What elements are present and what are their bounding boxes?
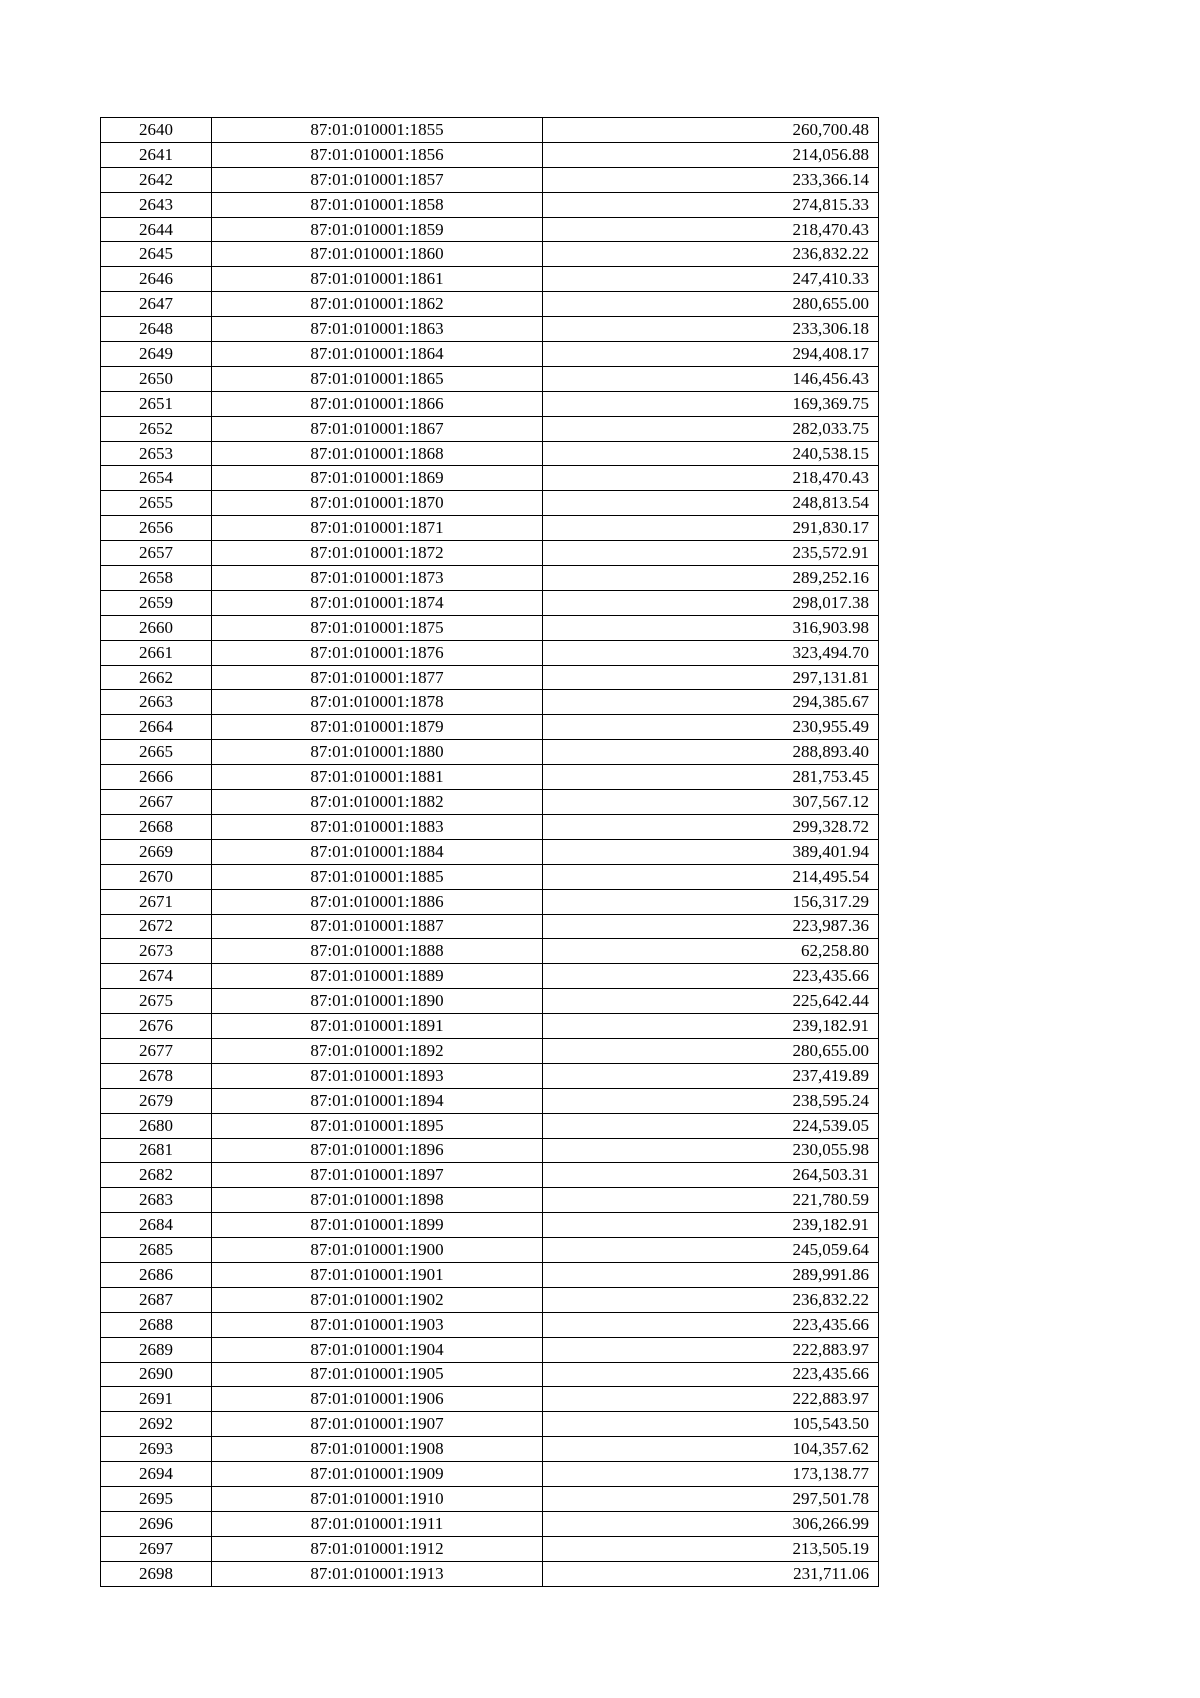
- table-row: [101, 839, 879, 864]
- row-number-cell: 2692: [101, 1412, 212, 1437]
- cadastral-number-cell: 87:01:010001:1900: [212, 1238, 543, 1263]
- value-cell: 214,056.88: [543, 142, 879, 167]
- value-cell: 248,813.54: [543, 491, 879, 516]
- cadastral-number-cell: 87:01:010001:1856: [212, 142, 543, 167]
- table-row: [101, 1337, 879, 1362]
- value-cell: 62,258.80: [543, 939, 879, 964]
- data-table: [100, 117, 879, 1587]
- table-row: [101, 441, 879, 466]
- value-cell: 294,385.67: [543, 690, 879, 715]
- row-number-cell: 2674: [101, 964, 212, 989]
- table-row: [101, 790, 879, 815]
- table-row: [101, 118, 879, 143]
- table-row: [101, 192, 879, 217]
- cadastral-number-cell: 87:01:010001:1871: [212, 516, 543, 541]
- cadastral-number-cell: 87:01:010001:1863: [212, 317, 543, 342]
- row-number-cell: 2681: [101, 1138, 212, 1163]
- value-cell: 239,182.91: [543, 1014, 879, 1039]
- value-cell: 294,408.17: [543, 342, 879, 367]
- row-number-cell: 2684: [101, 1213, 212, 1238]
- cadastral-number-cell: 87:01:010001:1892: [212, 1038, 543, 1063]
- value-cell: 230,055.98: [543, 1138, 879, 1163]
- table-row: [101, 914, 879, 939]
- row-number-cell: 2677: [101, 1038, 212, 1063]
- cadastral-number-cell: 87:01:010001:1899: [212, 1213, 543, 1238]
- table-row: [101, 1238, 879, 1263]
- row-number-cell: 2671: [101, 889, 212, 914]
- value-cell: 389,401.94: [543, 839, 879, 864]
- cadastral-number-cell: 87:01:010001:1907: [212, 1412, 543, 1437]
- table-row: [101, 864, 879, 889]
- value-cell: 218,470.43: [543, 466, 879, 491]
- cadastral-number-cell: 87:01:010001:1881: [212, 765, 543, 790]
- row-number-cell: 2655: [101, 491, 212, 516]
- table-row: [101, 640, 879, 665]
- row-number-cell: 2649: [101, 342, 212, 367]
- row-number-cell: 2641: [101, 142, 212, 167]
- cadastral-number-cell: 87:01:010001:1910: [212, 1486, 543, 1511]
- cadastral-number-cell: 87:01:010001:1913: [212, 1561, 543, 1586]
- row-number-cell: 2653: [101, 441, 212, 466]
- cadastral-number-cell: 87:01:010001:1893: [212, 1063, 543, 1088]
- cadastral-number-cell: 87:01:010001:1865: [212, 366, 543, 391]
- table-row: [101, 1063, 879, 1088]
- table-row: [101, 1412, 879, 1437]
- table-row: [101, 1188, 879, 1213]
- cadastral-number-cell: 87:01:010001:1880: [212, 740, 543, 765]
- row-number-cell: 2644: [101, 217, 212, 242]
- value-cell: 237,419.89: [543, 1063, 879, 1088]
- cadastral-number-cell: 87:01:010001:1858: [212, 192, 543, 217]
- row-number-cell: 2651: [101, 391, 212, 416]
- table-row: [101, 267, 879, 292]
- cadastral-number-cell: 87:01:010001:1878: [212, 690, 543, 715]
- value-cell: 233,306.18: [543, 317, 879, 342]
- cadastral-number-cell: 87:01:010001:1906: [212, 1387, 543, 1412]
- row-number-cell: 2659: [101, 590, 212, 615]
- table-row: [101, 1163, 879, 1188]
- row-number-cell: 2678: [101, 1063, 212, 1088]
- cadastral-number-cell: 87:01:010001:1912: [212, 1536, 543, 1561]
- cadastral-number-cell: 87:01:010001:1888: [212, 939, 543, 964]
- value-cell: 223,435.66: [543, 964, 879, 989]
- cadastral-number-cell: 87:01:010001:1864: [212, 342, 543, 367]
- row-number-cell: 2667: [101, 790, 212, 815]
- value-cell: 260,700.48: [543, 118, 879, 143]
- value-cell: 264,503.31: [543, 1163, 879, 1188]
- value-cell: 218,470.43: [543, 217, 879, 242]
- table-row: [101, 740, 879, 765]
- cadastral-number-cell: 87:01:010001:1894: [212, 1088, 543, 1113]
- row-number-cell: 2682: [101, 1163, 212, 1188]
- row-number-cell: 2697: [101, 1536, 212, 1561]
- table-row: [101, 416, 879, 441]
- table-row: [101, 1213, 879, 1238]
- row-number-cell: 2658: [101, 566, 212, 591]
- value-cell: 291,830.17: [543, 516, 879, 541]
- cadastral-number-cell: 87:01:010001:1867: [212, 416, 543, 441]
- table-row: [101, 366, 879, 391]
- cadastral-number-cell: 87:01:010001:1902: [212, 1287, 543, 1312]
- value-cell: 230,955.49: [543, 715, 879, 740]
- table-row: [101, 1312, 879, 1337]
- row-number-cell: 2660: [101, 615, 212, 640]
- value-cell: 306,266.99: [543, 1511, 879, 1536]
- row-number-cell: 2654: [101, 466, 212, 491]
- row-number-cell: 2647: [101, 292, 212, 317]
- table-row: [101, 566, 879, 591]
- row-number-cell: 2683: [101, 1188, 212, 1213]
- value-cell: 222,883.97: [543, 1337, 879, 1362]
- row-number-cell: 2698: [101, 1561, 212, 1586]
- value-cell: 297,501.78: [543, 1486, 879, 1511]
- cadastral-number-cell: 87:01:010001:1866: [212, 391, 543, 416]
- table-row: [101, 1287, 879, 1312]
- table-row: [101, 242, 879, 267]
- cadastral-number-cell: 87:01:010001:1859: [212, 217, 543, 242]
- row-number-cell: 2668: [101, 814, 212, 839]
- value-cell: 224,539.05: [543, 1113, 879, 1138]
- value-cell: 289,252.16: [543, 566, 879, 591]
- table-body: [101, 118, 879, 1587]
- table-row: [101, 1387, 879, 1412]
- row-number-cell: 2666: [101, 765, 212, 790]
- value-cell: 307,567.12: [543, 790, 879, 815]
- value-cell: 214,495.54: [543, 864, 879, 889]
- row-number-cell: 2696: [101, 1511, 212, 1536]
- row-number-cell: 2685: [101, 1238, 212, 1263]
- value-cell: 323,494.70: [543, 640, 879, 665]
- cadastral-number-cell: 87:01:010001:1886: [212, 889, 543, 914]
- cadastral-number-cell: 87:01:010001:1862: [212, 292, 543, 317]
- value-cell: 281,753.45: [543, 765, 879, 790]
- table-row: [101, 1014, 879, 1039]
- row-number-cell: 2686: [101, 1262, 212, 1287]
- row-number-cell: 2670: [101, 864, 212, 889]
- value-cell: 225,642.44: [543, 989, 879, 1014]
- cadastral-number-cell: 87:01:010001:1876: [212, 640, 543, 665]
- table-row: [101, 615, 879, 640]
- cadastral-number-cell: 87:01:010001:1879: [212, 715, 543, 740]
- row-number-cell: 2648: [101, 317, 212, 342]
- table-row: [101, 1038, 879, 1063]
- value-cell: 169,369.75: [543, 391, 879, 416]
- table-row: [101, 1138, 879, 1163]
- table-row: [101, 1486, 879, 1511]
- row-number-cell: 2689: [101, 1337, 212, 1362]
- value-cell: 231,711.06: [543, 1561, 879, 1586]
- table-row: [101, 939, 879, 964]
- row-number-cell: 2687: [101, 1287, 212, 1312]
- value-cell: 236,832.22: [543, 242, 879, 267]
- cadastral-number-cell: 87:01:010001:1896: [212, 1138, 543, 1163]
- row-number-cell: 2664: [101, 715, 212, 740]
- table-row: [101, 765, 879, 790]
- table-row: [101, 665, 879, 690]
- cadastral-number-cell: 87:01:010001:1857: [212, 167, 543, 192]
- cadastral-number-cell: 87:01:010001:1889: [212, 964, 543, 989]
- row-number-cell: 2676: [101, 1014, 212, 1039]
- table-row: [101, 1437, 879, 1462]
- row-number-cell: 2652: [101, 416, 212, 441]
- table-row: [101, 516, 879, 541]
- cadastral-number-cell: 87:01:010001:1875: [212, 615, 543, 640]
- value-cell: 105,543.50: [543, 1412, 879, 1437]
- cadastral-number-cell: 87:01:010001:1908: [212, 1437, 543, 1462]
- value-cell: 299,328.72: [543, 814, 879, 839]
- row-number-cell: 2662: [101, 665, 212, 690]
- cadastral-number-cell: 87:01:010001:1861: [212, 267, 543, 292]
- table-row: [101, 814, 879, 839]
- value-cell: 173,138.77: [543, 1462, 879, 1487]
- row-number-cell: 2642: [101, 167, 212, 192]
- table-row: [101, 1462, 879, 1487]
- row-number-cell: 2680: [101, 1113, 212, 1138]
- table-row: [101, 317, 879, 342]
- cadastral-number-cell: 87:01:010001:1869: [212, 466, 543, 491]
- table-row: [101, 1262, 879, 1287]
- cadastral-number-cell: 87:01:010001:1901: [212, 1262, 543, 1287]
- table-row: [101, 1362, 879, 1387]
- value-cell: 245,059.64: [543, 1238, 879, 1263]
- cadastral-number-cell: 87:01:010001:1885: [212, 864, 543, 889]
- row-number-cell: 2663: [101, 690, 212, 715]
- value-cell: 289,991.86: [543, 1262, 879, 1287]
- table-row: [101, 466, 879, 491]
- table-row: [101, 217, 879, 242]
- value-cell: 146,456.43: [543, 366, 879, 391]
- row-number-cell: 2665: [101, 740, 212, 765]
- value-cell: 298,017.38: [543, 590, 879, 615]
- value-cell: 223,435.66: [543, 1362, 879, 1387]
- table-row: [101, 889, 879, 914]
- row-number-cell: 2673: [101, 939, 212, 964]
- cadastral-number-cell: 87:01:010001:1887: [212, 914, 543, 939]
- row-number-cell: 2688: [101, 1312, 212, 1337]
- row-number-cell: 2650: [101, 366, 212, 391]
- row-number-cell: 2669: [101, 839, 212, 864]
- row-number-cell: 2646: [101, 267, 212, 292]
- table-row: [101, 590, 879, 615]
- table-row: [101, 342, 879, 367]
- table-row: [101, 391, 879, 416]
- table-row: [101, 491, 879, 516]
- value-cell: 288,893.40: [543, 740, 879, 765]
- table-row: [101, 1536, 879, 1561]
- cadastral-number-cell: 87:01:010001:1855: [212, 118, 543, 143]
- cadastral-number-cell: 87:01:010001:1903: [212, 1312, 543, 1337]
- value-cell: 156,317.29: [543, 889, 879, 914]
- table-row: [101, 690, 879, 715]
- table-row: [101, 541, 879, 566]
- cadastral-number-cell: 87:01:010001:1870: [212, 491, 543, 516]
- value-cell: 247,410.33: [543, 267, 879, 292]
- table-row: [101, 964, 879, 989]
- row-number-cell: 2657: [101, 541, 212, 566]
- cadastral-number-cell: 87:01:010001:1884: [212, 839, 543, 864]
- value-cell: 223,435.66: [543, 1312, 879, 1337]
- row-number-cell: 2679: [101, 1088, 212, 1113]
- cadastral-number-cell: 87:01:010001:1904: [212, 1337, 543, 1362]
- row-number-cell: 2640: [101, 118, 212, 143]
- value-cell: 222,883.97: [543, 1387, 879, 1412]
- cadastral-number-cell: 87:01:010001:1890: [212, 989, 543, 1014]
- row-number-cell: 2691: [101, 1387, 212, 1412]
- row-number-cell: 2690: [101, 1362, 212, 1387]
- cadastral-number-cell: 87:01:010001:1898: [212, 1188, 543, 1213]
- row-number-cell: 2643: [101, 192, 212, 217]
- row-number-cell: 2661: [101, 640, 212, 665]
- value-cell: 238,595.24: [543, 1088, 879, 1113]
- value-cell: 239,182.91: [543, 1213, 879, 1238]
- row-number-cell: 2675: [101, 989, 212, 1014]
- table-row: [101, 167, 879, 192]
- cadastral-number-cell: 87:01:010001:1873: [212, 566, 543, 591]
- cadastral-number-cell: 87:01:010001:1877: [212, 665, 543, 690]
- row-number-cell: 2694: [101, 1462, 212, 1487]
- value-cell: 316,903.98: [543, 615, 879, 640]
- row-number-cell: 2656: [101, 516, 212, 541]
- cadastral-number-cell: 87:01:010001:1882: [212, 790, 543, 815]
- cadastral-number-cell: 87:01:010001:1905: [212, 1362, 543, 1387]
- value-cell: 236,832.22: [543, 1287, 879, 1312]
- cadastral-number-cell: 87:01:010001:1872: [212, 541, 543, 566]
- value-cell: 235,572.91: [543, 541, 879, 566]
- value-cell: 233,366.14: [543, 167, 879, 192]
- value-cell: 282,033.75: [543, 416, 879, 441]
- cadastral-number-cell: 87:01:010001:1909: [212, 1462, 543, 1487]
- row-number-cell: 2695: [101, 1486, 212, 1511]
- value-cell: 274,815.33: [543, 192, 879, 217]
- value-cell: 104,357.62: [543, 1437, 879, 1462]
- value-cell: 223,987.36: [543, 914, 879, 939]
- row-number-cell: 2672: [101, 914, 212, 939]
- table-row: [101, 1113, 879, 1138]
- table-row: [101, 142, 879, 167]
- cadastral-number-cell: 87:01:010001:1860: [212, 242, 543, 267]
- cadastral-number-cell: 87:01:010001:1895: [212, 1113, 543, 1138]
- table-row: [101, 1088, 879, 1113]
- cadastral-number-cell: 87:01:010001:1897: [212, 1163, 543, 1188]
- table-row: [101, 1511, 879, 1536]
- value-cell: 213,505.19: [543, 1536, 879, 1561]
- table-row: [101, 1561, 879, 1586]
- value-cell: 240,538.15: [543, 441, 879, 466]
- cadastral-number-cell: 87:01:010001:1868: [212, 441, 543, 466]
- cadastral-number-cell: 87:01:010001:1891: [212, 1014, 543, 1039]
- table-row: [101, 292, 879, 317]
- table-row: [101, 715, 879, 740]
- cadastral-number-cell: 87:01:010001:1874: [212, 590, 543, 615]
- value-cell: 297,131.81: [543, 665, 879, 690]
- value-cell: 221,780.59: [543, 1188, 879, 1213]
- table-row: [101, 989, 879, 1014]
- value-cell: 280,655.00: [543, 1038, 879, 1063]
- row-number-cell: 2693: [101, 1437, 212, 1462]
- cadastral-number-cell: 87:01:010001:1911: [212, 1511, 543, 1536]
- cadastral-number-cell: 87:01:010001:1883: [212, 814, 543, 839]
- value-cell: 280,655.00: [543, 292, 879, 317]
- row-number-cell: 2645: [101, 242, 212, 267]
